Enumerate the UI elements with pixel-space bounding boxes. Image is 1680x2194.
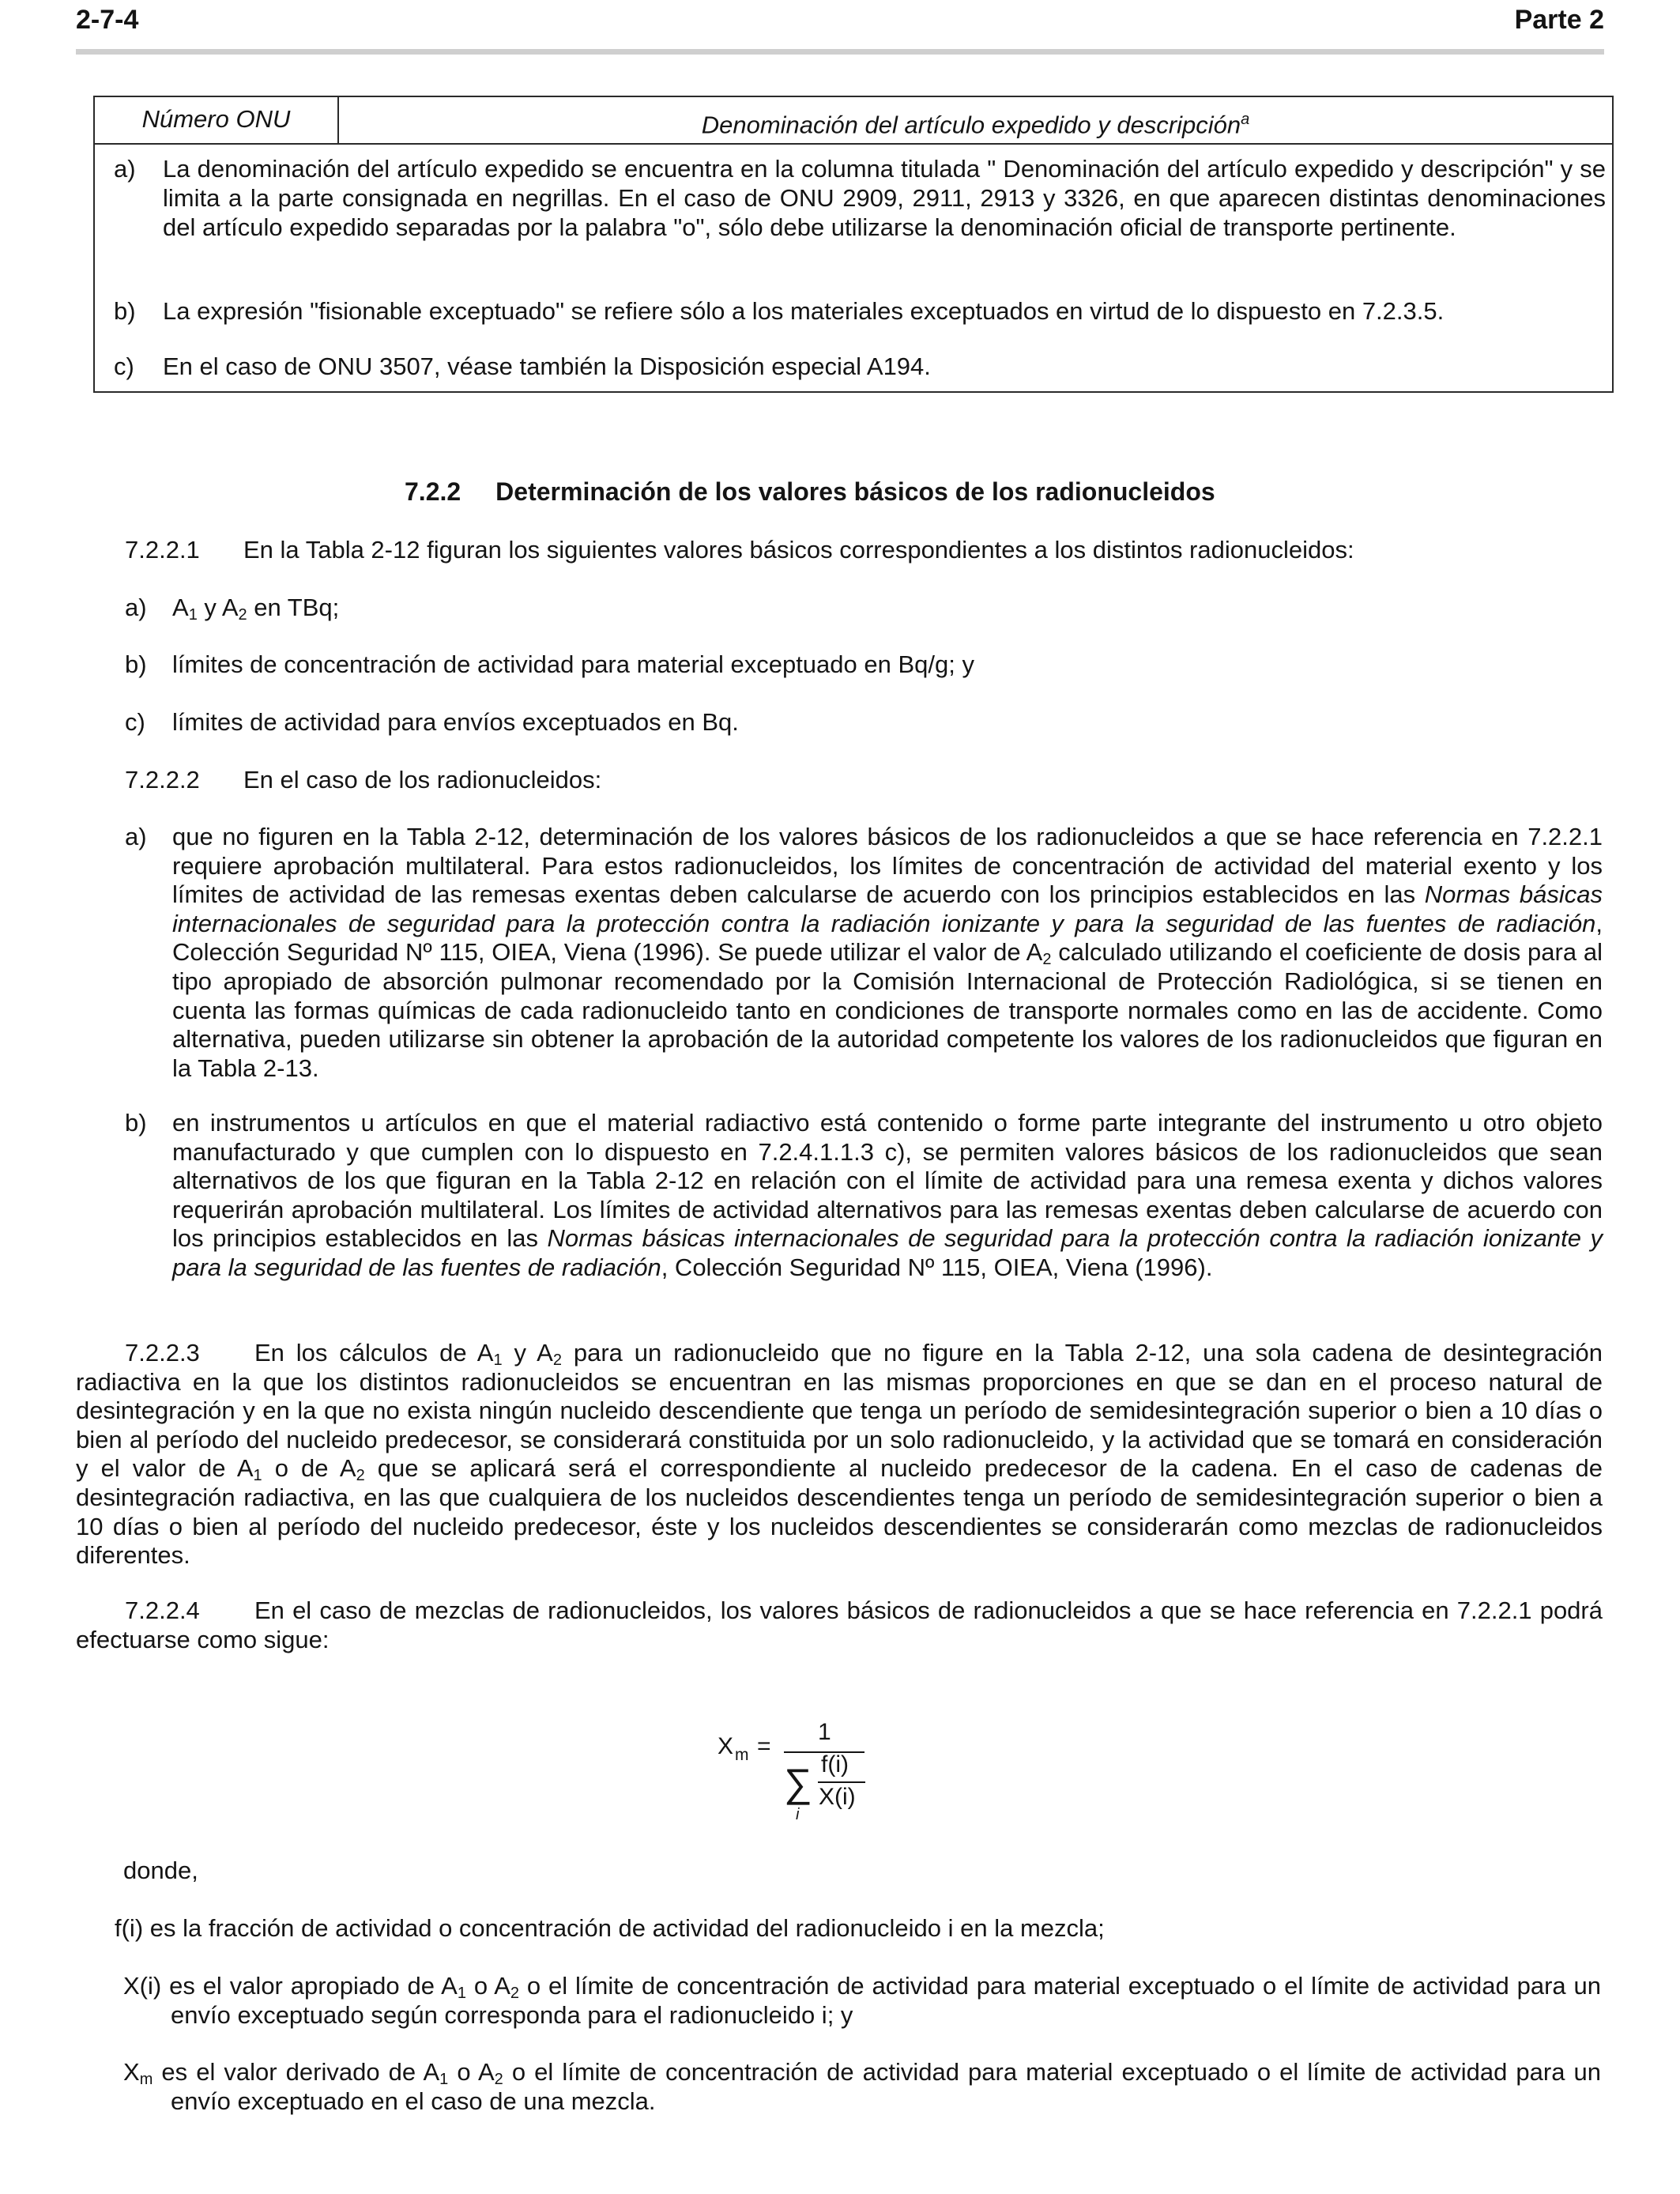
page-number: 2-7-4 <box>76 5 139 35</box>
list-item <box>125 1109 1603 1283</box>
summation-index: i <box>796 1806 800 1823</box>
subscript: 1 <box>253 1467 262 1485</box>
text-run: y A <box>502 1339 553 1367</box>
item-label: a) <box>125 823 147 850</box>
text-run: en instrumentos u artículos en que el material radiactivo está contenido o forme parte integrante del instrumento u otro objeto manufacturado y que cumplen con lo dispuesto en 7.2.4.1.1.3 c), se permiten valores básicos de los radionucleidos que sean alternativos de los que figuran en la Tabla 2-12 en relación con el límite de actividad para una remesa exenta y dichos valores requerirán aprobación multilateral. Los límites de actividad alternativos para las remesas exentas deben calcularse de acuerdo con los principios establecidos en las <box>172 1109 1603 1253</box>
paragraph-text: En el caso de los radionucleidos: <box>243 766 602 794</box>
inner-numerator: f(i) <box>821 1751 849 1777</box>
list-item <box>125 823 1603 1083</box>
item-label: b) <box>125 1109 147 1137</box>
subscript: 2 <box>238 606 247 624</box>
formula-numerator: 1 <box>818 1719 831 1745</box>
note-text: La expresión "fisionable exceptuado" se refiere sólo a los materiales exceptuados en virtud de lo dispuesto en 7.2.3.5. <box>163 297 1445 325</box>
table-note <box>114 352 1606 381</box>
table-note <box>114 154 1606 242</box>
notes-table <box>93 96 1614 393</box>
definition-xm <box>123 2058 1601 2116</box>
note-label: a) <box>114 155 136 183</box>
subscript: 2 <box>1042 951 1052 969</box>
text-run: , Colección Seguridad Nº 115, OIEA, Viena (1996). Se puede utilizar el valor de A <box>172 909 1603 967</box>
paragraph-7-2-2-2 <box>125 766 1603 795</box>
item-text <box>172 823 1603 1083</box>
paragraph-number: 7.2.2.1 <box>125 536 200 564</box>
text-run: o de A <box>262 1454 356 1483</box>
note-label: c) <box>114 352 134 380</box>
definition-text <box>123 1972 1601 2030</box>
item-label: a) <box>125 594 147 621</box>
paragraph-7-2-2-4 <box>76 1596 1603 1654</box>
section-title: Determinación de los valores básicos de los radionucleidos <box>495 477 1215 506</box>
subscript: 1 <box>439 2071 449 2088</box>
paragraph-text: En el caso de mezclas de radionucleidos, los valores básicos de radionucleidos a que se hace referencia en 7.2.2.1 podrá efectuarse como sigue: <box>76 1596 1603 1653</box>
text-run: que no figuren en la Tabla 2-12, determinación de los valores básicos de los radionucleidos a que se hace referencia en 7.2.2.1 requiere aprobación multilateral. Para estos radionucleidos, los límites de concentración de actividad del material exento y los límites de actividad de las remesas exentas deben calcularse de acuerdo con los principios establecidos en las <box>172 823 1603 909</box>
column-header-description-text: Denominación del artículo expedido y descripción <box>701 111 1241 139</box>
paragraph-number: 7.2.2.3 <box>125 1339 200 1367</box>
table-header-row <box>95 97 1612 145</box>
subscript: 1 <box>493 1351 503 1369</box>
text-run: X(i) es el valor apropiado de A <box>123 1972 458 2000</box>
text-run: o el límite de concentración de actividad para material exceptuado o el límite de actividad para un envío exceptuado según corresponda para el radionucleido i; y <box>171 1972 1601 2029</box>
text-run: y A <box>197 594 239 621</box>
section-number: 7.2.2 <box>405 477 461 506</box>
item-text: límites de concentración de actividad para material exceptuado en Bq/g; y <box>172 650 974 678</box>
section-heading <box>405 477 1215 507</box>
subscript: m <box>139 2071 153 2088</box>
subscript: 1 <box>457 1985 466 2002</box>
table-note <box>114 296 1606 326</box>
text-run: En los cálculos de A <box>254 1339 494 1367</box>
list-item <box>125 708 1603 737</box>
subscript: 1 <box>188 606 198 624</box>
subscript: 2 <box>552 1351 562 1369</box>
definition-text <box>123 2058 1601 2116</box>
note-label: b) <box>114 297 136 325</box>
text-run: que se aplicará será el correspondiente al nucleido predecesor de la cadena. En el caso de cadenas de desintegración radiactiva, en las que cualquiera de los nucleidos descendientes tenga un período de semidesintegración superior o bien a 10 días o bien al período del nucleido predecesor, éste y los nucleidos descendientes se considerarán como mezclas de radionucleidos diferentes. <box>76 1454 1603 1570</box>
item-label: c) <box>125 708 145 736</box>
text-run: es el valor derivado de A <box>153 2058 440 2086</box>
note-text: La denominación del artículo expedido se encuentra en la columna titulada " Denominación del artículo expedido y descripción" y se limita a la parte consignada en negrillas. En el caso de ONU 2909, 2911, 2913 y 3326, en que aparecen distintas denominaciones del artículo expedido separadas por la palabra "o", sólo debe utilizarse la denominación oficial de transporte pertinente. <box>163 155 1606 241</box>
text-run: , Colección Seguridad Nº 115, OIEA, Viena (1996). <box>661 1253 1213 1281</box>
paragraph-number: 7.2.2.2 <box>125 766 200 794</box>
formula-equals: = <box>757 1733 771 1759</box>
publication-title: Normas básicas internacionales de seguridad para la protección contra la radiación ionizante y para la seguridad de las fuentes de radiación <box>172 880 1603 937</box>
text-run: X <box>123 2058 140 2086</box>
column-header-description <box>339 97 1612 143</box>
note-text: En el caso de ONU 3507, véase también la Disposición especial A194. <box>163 352 931 380</box>
definition-f <box>115 1914 1600 1943</box>
header-rule <box>76 49 1604 55</box>
item-text: límites de actividad para envíos exceptuados en Bq. <box>172 708 739 736</box>
item-text <box>172 1109 1603 1283</box>
item-text <box>172 594 1603 623</box>
summation-symbol: ∑ <box>784 1761 812 1805</box>
subscript: 2 <box>356 1467 365 1485</box>
text-run: calculado utilizando el coeficiente de dosis para al tipo apropiado de absorción pulmonar recomendado por la Comisión Internacional de Protección Radiológica, si se tienen en cuenta las formas químicas de cada radionucleido tanto en condiciones de transporte normales como en las de accidente. Como alternativa, pueden utilizarse sin obtener la aprobación de la autoridad competente los valores de los radionucleidos que figuran en la Tabla 2-13. <box>172 938 1603 1082</box>
part-label: Parte 2 <box>1514 5 1604 35</box>
item-label: b) <box>125 650 147 678</box>
paragraph-number: 7.2.2.4 <box>125 1596 200 1624</box>
definition-x <box>123 1972 1601 2030</box>
text-run: A <box>172 594 189 621</box>
paragraph-7-2-2-3 <box>76 1339 1603 1570</box>
text-run: o A <box>448 2058 495 2086</box>
mixture-formula <box>711 1719 948 1838</box>
column-header-onu: Número ONU <box>95 97 339 143</box>
donde-label: donde, <box>123 1857 198 1884</box>
inner-fraction-bar <box>818 1781 865 1783</box>
paragraph-text: En la Tabla 2-12 figuran los siguientes valores básicos correspondientes a los distintos radionucleidos: <box>243 536 1354 564</box>
inner-denominator: X(i) <box>819 1784 856 1810</box>
subscript: 2 <box>510 1985 520 2002</box>
formula-lhs: X <box>718 1733 734 1759</box>
definition-text: f(i) es la fracción de actividad o concentración de actividad del radionucleido i en la mezcla; <box>115 1914 1105 1942</box>
text-run: o A <box>465 1972 510 2000</box>
subscript: 2 <box>494 2071 503 2088</box>
paragraph-7-2-2-1 <box>125 536 1603 565</box>
formula-lhs-subscript: m <box>735 1746 749 1764</box>
text-run: en TBq; <box>247 594 340 621</box>
text-run: o el límite de concentración de actividad para material exceptuado o el límite de actividad para un envío exceptuado en el caso de una mezcla. <box>171 2058 1601 2115</box>
text-run: para un radionucleido que no figure en la Tabla 2-12, una sola cadena de desintegración radiactiva en la que los distintos radionucleidos se encuentran en las mismas proporciones en que se dan en el proceso natural de desintegración y en la que no exista ningún nucleido descendiente que tenga un período de semidesintegración superior o bien a 10 días o bien al período del nucleido predecesor, se considerará constituida por un solo radionucleido, y la actividad que se tomará en consideración y el valor de A <box>76 1339 1603 1483</box>
footnote-marker: a <box>1241 111 1250 128</box>
list-item <box>125 594 1603 623</box>
list-item <box>125 650 1603 680</box>
publication-title: Normas básicas internacionales de seguridad para la protección contra la radiación ionizante y para la seguridad de las fuentes de radiación <box>172 1224 1603 1281</box>
